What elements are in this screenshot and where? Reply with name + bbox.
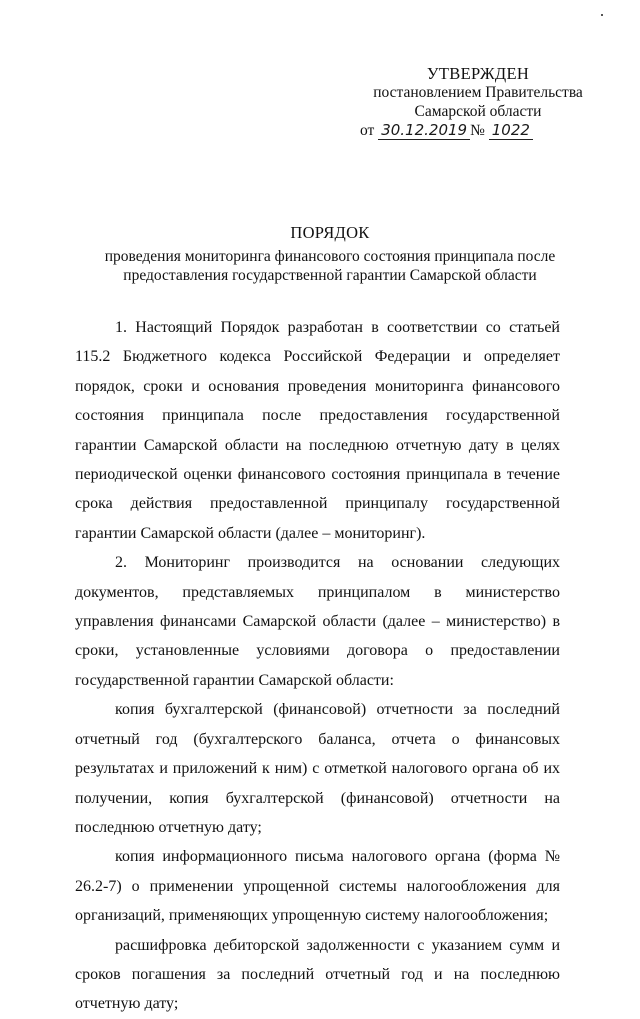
approval-block — [358, 64, 598, 143]
document-subtitle-line-2: предоставления государственной гарантии Самарской области — [123, 267, 537, 284]
handwritten-number: 1022 — [489, 122, 533, 140]
document-subtitle-line-1: проведения мониторинга финансового состояния принципала после — [104, 248, 556, 265]
approval-title: УТВЕРЖДЕН — [426, 64, 530, 83]
date-prefix: от — [360, 122, 375, 139]
approval-line-1: постановлением Правительства — [373, 84, 583, 101]
paragraph-1: 1. Настоящий Порядок разработан в соответствии со статьей 115.2 Бюджетного кодекса Российской Федерации и определяет порядок, сроки и основания проведения мониторинга финансового состояния принципала после предоставления государственной гарантии Самарской области на последнюю отчетную дату в целях периодической оценки финансового состояния принципала в течение срока действия предоставленной принципалу государственной гарантии Самарской области (далее – мониторинг). — [75, 319, 560, 542]
handwritten-date: 30.12.2019 — [378, 122, 470, 140]
document-heading — [60, 222, 600, 285]
paragraph-2: 2. Мониторинг производится на основании следующих документов, представляемых принципалом в министерство управления финансами Самарской области (далее – министерство) в сроки, установленные условиями договора о предоставлении государственной гарантии Самарской области: — [75, 554, 560, 689]
approval-date-line — [358, 121, 598, 143]
list-item-tax-letter: копия информационного письма налогового органа (форма № 26.2-7) о применении упрощенной системы налогообложения для организаций, применяющих упрощенную систему налогообложения; — [75, 848, 560, 925]
approval-line-2: Самарской области — [414, 103, 542, 120]
number-sign: № — [470, 122, 485, 139]
list-item-accounting-report: копия бухгалтерской (финансовой) отчетности за последний отчетный год (бухгалтерского баланса, отчета о финансовых результатах и приложений к ним) с отметкой налогового органа об их получении, копия бухгалтерской (финансовой) отчетности на последнюю отчетную дату; — [75, 701, 560, 836]
list-item-receivables: расшифровка дебиторской задолженности с указанием сумм и сроков погашения за последний отчетный год и на последнюю отчетную дату; — [75, 936, 560, 1013]
scan-speck — [601, 14, 603, 16]
document-title: ПОРЯДОК — [290, 223, 370, 242]
document-body — [75, 313, 560, 1019]
